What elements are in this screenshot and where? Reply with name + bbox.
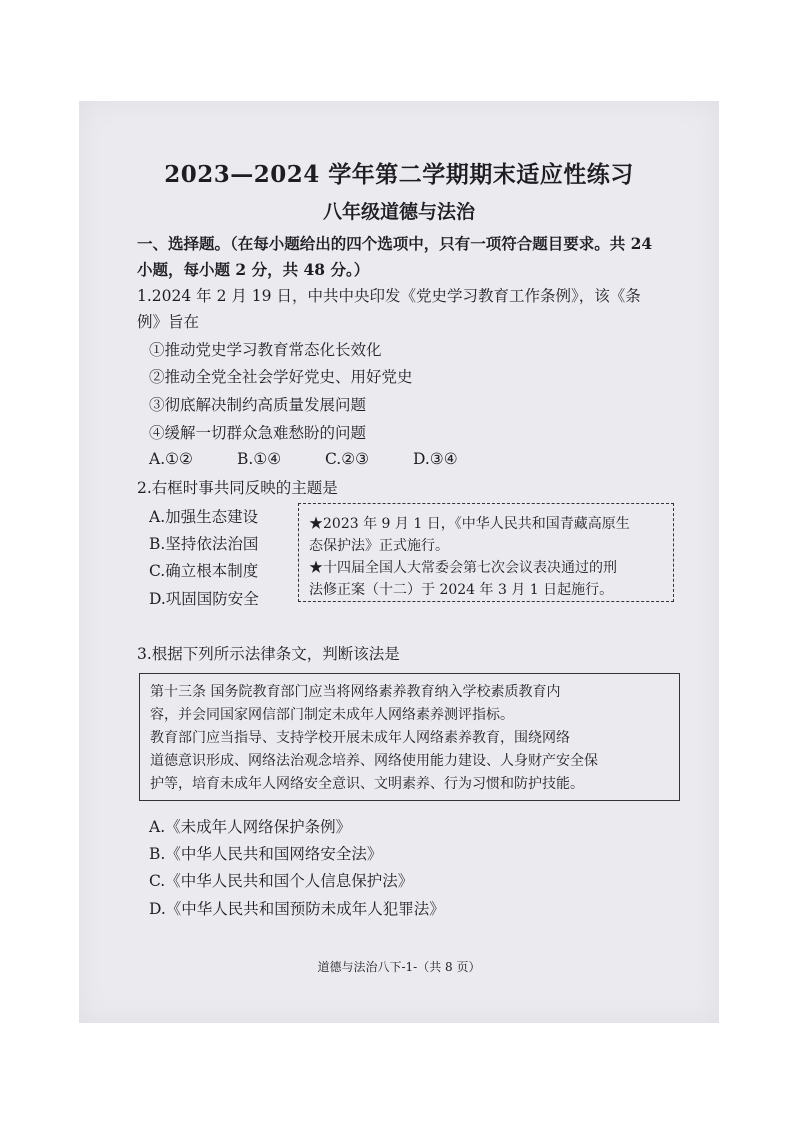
box-line: 第十三条 国务院教育部门应当将网络素养教育纳入学校素质教育内 [150,684,561,700]
question-stem-line: 例》旨在 [137,313,200,331]
q1-item-4: ④缓解一切群众急难愁盼的问题 [149,424,367,442]
q3-option-a: A.《未成年人网络保护条例》 [149,818,352,836]
section-heading-line: 一、选择题。（在每小题给出的四个选项中，只有一项符合题目要求。共 24 [137,234,653,253]
box-line: 态保护法》正式施行。 [309,538,449,554]
box-line: 道德意识形成、网络法治观念培养、网络使用能力建设、人身财产安全保 [150,753,598,769]
q2-option-b: B.坚持依法治国 [149,535,259,553]
box-line: 教育部门应当指导、支持学校开展未成年人网络素养教育，围绕网络 [150,730,570,746]
page-subtitle: 八年级道德与法治 [322,201,475,223]
box-line: ★2023 年 9 月 1 日，《中华人民共和国青藏高原生 [309,516,630,532]
q2-option-a: A.加强生态建设 [149,508,259,526]
box-line: ★十四届全国人大常委会第七次会议表决通过的刑 [309,560,617,576]
box-line: 护等，培育未成年人网络安全意识、文明素养、行为习惯和防护技能。 [150,776,584,792]
q1-option-b: B.①④ [237,450,282,468]
q1-item-2: ②推动全党全社会学好党史、用好党史 [149,368,413,386]
q3-option-b: B.《中华人民共和国网络安全法》 [149,845,383,863]
page-footer: 道德与法治八下-1-（共 8 页） [317,960,481,974]
q3-option-d: D.《中华人民共和国预防未成年人犯罪法》 [149,900,445,918]
q3-option-c: C.《中华人民共和国个人信息保护法》 [149,872,414,890]
q2-option-c: C.确立根本制度 [149,562,259,580]
box-line: 法修正案（十二）于 2024 年 3 月 1 日起施行。 [309,582,614,598]
section-heading [137,231,697,283]
question-1-stem [137,283,641,335]
current-events-box [298,503,674,602]
section-heading-line: 小题，每小题 2 分，共 48 分。） [137,260,370,279]
page-title: 2023—2024 学年第二学期期末适应性练习 [164,161,634,188]
q1-item-3: ③彻底解决制约高质量发展问题 [149,396,367,414]
question-2-stem: 2.右框时事共同反映的主题是 [137,479,338,497]
q1-option-d: D.③④ [413,450,458,468]
question-stem-line: 1.2024 年 2 月 19 日，中共中央印发《党史学习教育工作条例》，该《条 [137,287,641,305]
q1-option-a: A.①② [149,450,193,468]
box-line: 容，并会同国家网信部门制定未成年人网络素养测评指标。 [150,707,514,723]
exam-paper [79,101,719,1023]
law-article-box [139,673,680,801]
q2-option-d: D.巩固国防安全 [149,590,259,608]
q1-option-c: C.②③ [325,450,370,468]
q1-item-1: ①推动党史学习教育常态化长效化 [149,341,382,359]
question-3-stem: 3.根据下列所示法律条文，判断该法是 [137,645,400,663]
